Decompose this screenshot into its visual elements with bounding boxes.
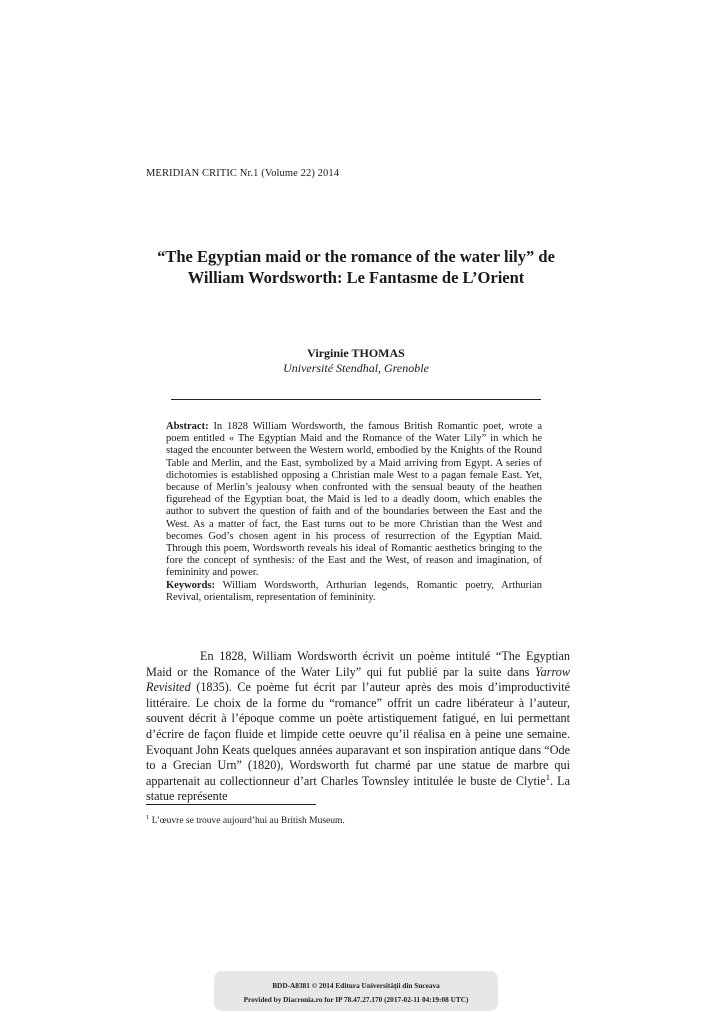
abstract-paragraph xyxy=(166,421,542,580)
running-head: MERIDIAN CRITIC Nr.1 (Volume 22) 2014 xyxy=(146,168,340,179)
stamp-line-1: BDD-A8381 © 2014 Editura Universității din Suceava xyxy=(272,981,440,990)
title-line-2: William Wordsworth: Le Fantasme de L’Orient xyxy=(187,268,525,287)
title-line-1: “The Egyptian maid or the romance of the water lily” de xyxy=(157,247,555,266)
work-title-yarrow-revisited: Yarrow Revisited xyxy=(146,664,570,695)
abstract-text: In 1828 William Wordsworth, the famous British Romantic poet, wrote a poem entitled « The Egyptian Maid and the Romance of the Water Lily” in which he staged the encounter between the Western world, embodied by the Knights of the Round Table and Merlin, and the East, symbolized by a Maid arriving from Egypt. A series of dichotomies is established opposing a Christian male West to a pagan female East. Yet, because of Merlin’s jealousy when confronted with the sensual beauty of the heathen figurehead of the Egyptian boat, the Maid is led to a deadly doom, which enables the author to subvert the question of faith and of the boundaries between the East and the West. As a matter of fact, the East turns out to be more Christian than the West and becomes God’s chosen agent in his process of resurrection of the Egyptian Maid. Through this poem, Wordsworth reveals his ideal of Romantic aesthetics bringing to the fore the concept of synthesis: of the East and the West, of reason and imagination, of femininity and power. xyxy=(166,421,542,579)
author-affiliation: Université Stendhal, Grenoble xyxy=(283,361,429,375)
footnote-text: L’œuvre se trouve aujourd’hui au British Museum. xyxy=(149,816,345,826)
title-divider xyxy=(171,399,541,400)
keywords-text: William Wordsworth, Arthurian legends, Romantic poetry, Arthurian Revival, orientalism, representation of femininity. xyxy=(166,579,542,603)
body-text xyxy=(146,649,570,805)
footnote-reference[interactable]: 1 xyxy=(545,771,550,782)
footnote xyxy=(146,815,570,827)
article-title xyxy=(100,246,612,288)
keywords-paragraph xyxy=(166,580,542,604)
abstract xyxy=(166,421,542,604)
footnote-marker: 1 xyxy=(146,813,150,821)
stamp-line-2: Provided by Diacronia.ro for IP 78.47.27.170 (2017-02-11 04:19:08 UTC) xyxy=(243,995,469,1004)
body-text-run: (1835). Ce poème fut écrit par l’auteur après des mois d’improductivité littéraire. Le choix de la forme du “romance” offrit un cadre libérateur à l’auteur, souvent décrit à l’époque comme un poète artistiquement fatigué, en lui permettant d’écrire de façon fluide et limpide cette oeuvre qu’il réalisa en à peine une semaine. Evoquant John Keats quelques années auparavant et son inspiration antique dans “Ode to a Grecian Urn” (1820), Wordsworth fut charmé par une statue de marbre qui appartenait au collectionneur d’art Charles Townsley intitulée le buste de Clytie xyxy=(146,680,570,788)
author-block xyxy=(100,346,612,376)
body-text-run: En 1828, William Wordsworth écrivit un poème intitulé “The Egyptian Maid or the Romance of the Water Lily” qui fut publié par la suite dans xyxy=(146,649,570,679)
author-name: Virginie THOMAS xyxy=(307,346,405,360)
abstract-label: Abstract: xyxy=(166,421,209,432)
body-paragraph xyxy=(146,649,570,805)
keywords-label: Keywords: xyxy=(166,579,215,591)
provenance-stamp xyxy=(214,971,498,1011)
body-text-run: . La statue représente xyxy=(146,773,571,804)
footnote-divider xyxy=(146,804,316,805)
